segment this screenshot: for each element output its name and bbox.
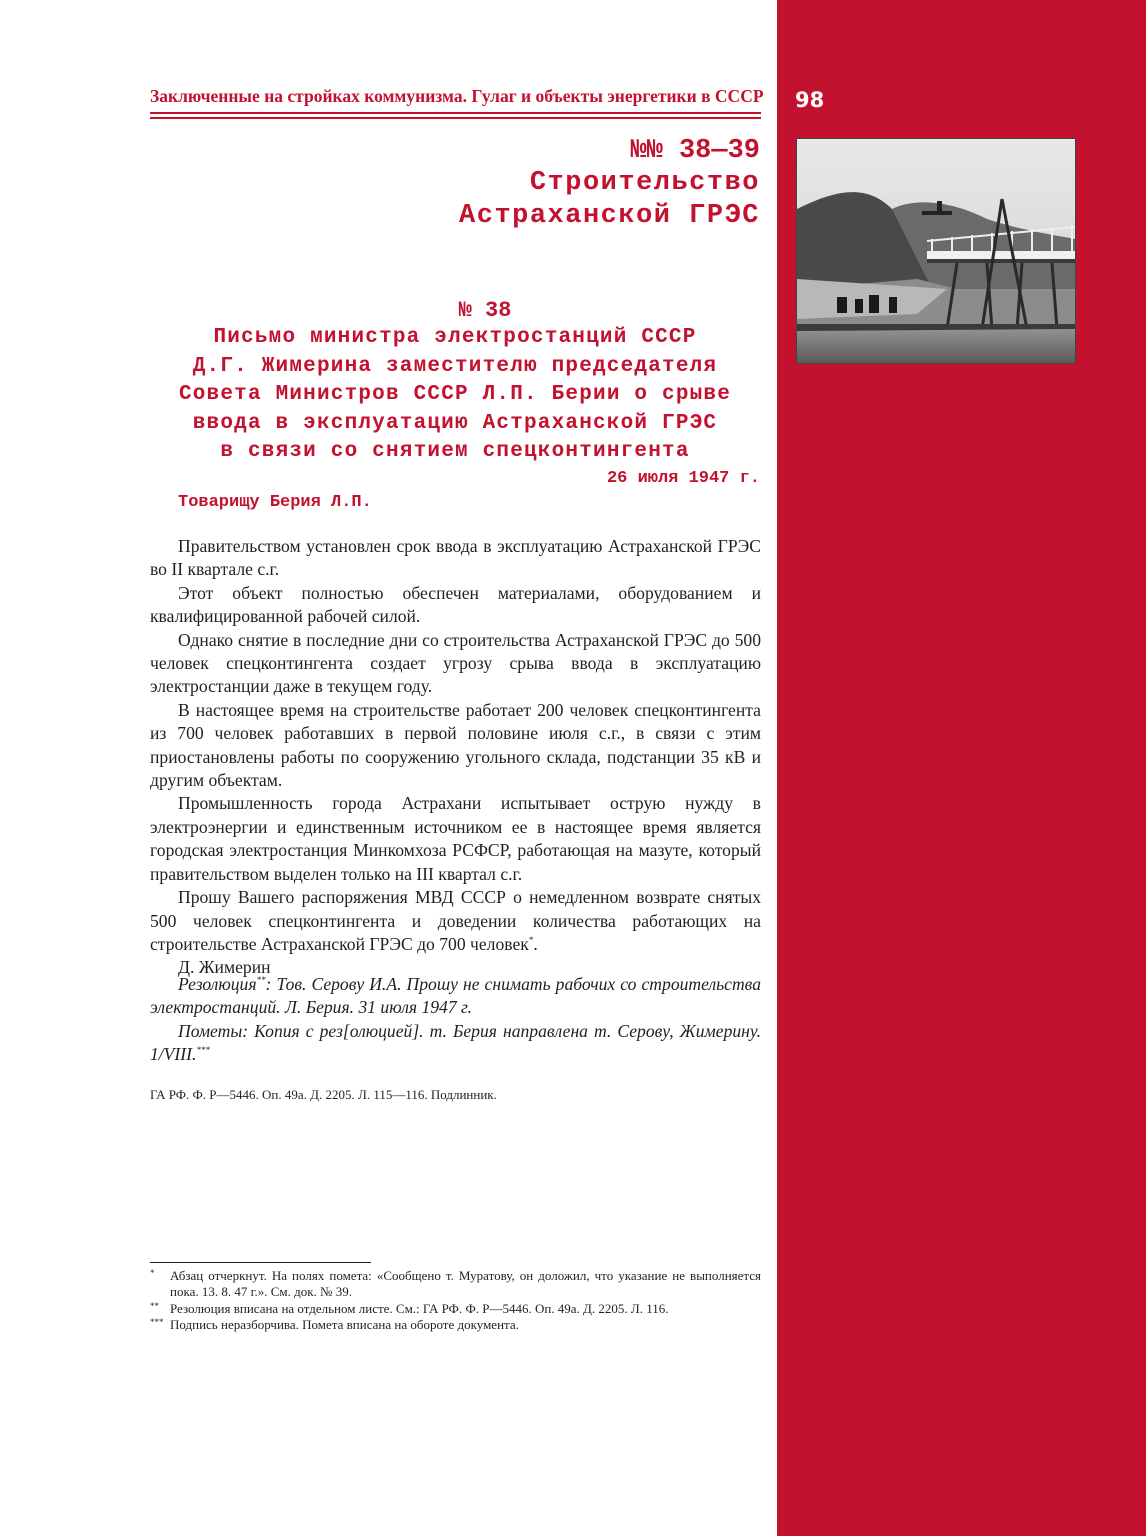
footnote-ref: * xyxy=(528,935,534,946)
footnote xyxy=(150,1301,761,1317)
signature: Д. Жимерин xyxy=(178,957,271,978)
notes-text: Пометы: Копия с рез[олюцией]. т. Берия направлена т. Серову, Жимерину. 1/VIII. xyxy=(150,1020,761,1065)
footnote-ref: ** xyxy=(256,975,266,986)
bridge-construction-image xyxy=(797,139,1075,363)
footnote xyxy=(150,1317,761,1333)
resolution-block xyxy=(150,973,761,1067)
body-paragraph: Этот объект полностью обеспечен материалами, оборудованием и квалифицированной рабочей силой. xyxy=(150,582,761,627)
construction-photo xyxy=(796,138,1076,364)
footnote-mark: * xyxy=(150,1268,155,1278)
letter-body xyxy=(150,535,761,980)
section-title xyxy=(459,167,760,233)
document-date: 26 июля 1947 г. xyxy=(606,469,760,488)
header-rule-bottom xyxy=(150,117,761,119)
body-paragraph-request: Прошу Вашего распоряжения МВД СССР о немедленном возврате снятых 500 человек спецконтингента и доведении количества работающих на строительстве Астраханской ГРЭС до 700 человек*. xyxy=(150,887,761,954)
footnote xyxy=(150,1268,761,1301)
header-rule-top xyxy=(150,112,761,114)
document-title-line: ввода в эксплуатацию Астраханской ГРЭС xyxy=(192,411,718,435)
document-title-line: в связи со снятием спецконтингента xyxy=(220,440,690,463)
addressee: Товарищу Берия Л.П. xyxy=(178,493,372,512)
footnotes xyxy=(150,1268,761,1334)
section-title-line: Астраханской ГРЭС xyxy=(459,201,760,231)
document-title-line: Д.Г. Жимерина заместителю председателя xyxy=(192,354,718,378)
section-title-line: Строительство xyxy=(529,168,760,198)
document-number: № 38 xyxy=(458,298,512,323)
request-text: Прошу Вашего распоряжения МВД СССР о немедленном возврате снятых 500 человек спецконтингента и доведении количества работающих на строительстве Астраханской ГРЭС до 700 человек xyxy=(150,887,761,954)
footnote-text: Абзац отчеркнут. На полях помета: «Сообщено т. Муратову, он доложил, что указание не выполняется пока. 13. 8. 47 г.». См. док. № 39. xyxy=(170,1268,761,1300)
footnote-mark: ** xyxy=(150,1300,159,1311)
document-title-line: Письмо министра электростанций СССР xyxy=(213,326,697,349)
footnote-text: Резолюция вписана на отдельном листе. См.: ГА РФ. Ф. Р—5446. Оп. 49а. Д. 2205. Л. 116. xyxy=(170,1300,669,1316)
document-title xyxy=(150,324,760,467)
resolution-notes xyxy=(150,1020,761,1067)
running-head: Заключенные на стройках коммунизма. Гулаг и объекты энергетики в СССР xyxy=(150,86,764,106)
body-paragraph: Правительством установлен срок ввода в эксплуатацию Астраханской ГРЭС во II квартале с.г. xyxy=(150,536,761,580)
archive-source: ГА РФ. Ф. Р—5446. Оп. 49а. Д. 2205. Л. 115—116. Подлинник. xyxy=(150,1087,497,1102)
resolution-body: : Тов. Серову И.А. Прошу не снимать рабочих со строительства электростанций. Л. Берия. 31 июля 1947 г. xyxy=(150,974,761,1018)
footnote-text: Подпись неразборчива. Помета вписана на обороте документа. xyxy=(170,1317,519,1333)
resolution-label: Резолюция xyxy=(178,974,257,994)
section-numbers: №№ 38—39 xyxy=(630,136,760,166)
resolution-text xyxy=(150,973,761,1020)
body-paragraph: Промышленность города Астрахани испытывает острую нужду в электроэнергии и единственным источником ее в настоящее время является городская электростанция Минкомхоза РСФСР, работающая на мазуте, который правительством выделен только на III квартал с.г. xyxy=(150,793,761,884)
body-paragraph: В настоящее время на строительстве работает 200 человек спецконтингента из 700 человек работавших в первой половине июля с.г., в связи с этим приостановлены работы по сооружению угольного склада, подстанции 35 кВ и другим объектам. xyxy=(150,699,761,791)
footnote-mark: *** xyxy=(150,1317,164,1328)
body-paragraph: Однако снятие в последние дни со строительства Астраханской ГРЭС до 500 человек спецконтингента создает угрозу срыва ввода в эксплуатацию электростанции даже в текущем году. xyxy=(150,629,761,697)
footnote-ref: *** xyxy=(196,1045,210,1056)
footnote-rule xyxy=(150,1262,371,1263)
page-number: 98 xyxy=(795,88,825,112)
document-title-line: Совета Министров СССР Л.П. Берии о срыве xyxy=(178,383,732,406)
